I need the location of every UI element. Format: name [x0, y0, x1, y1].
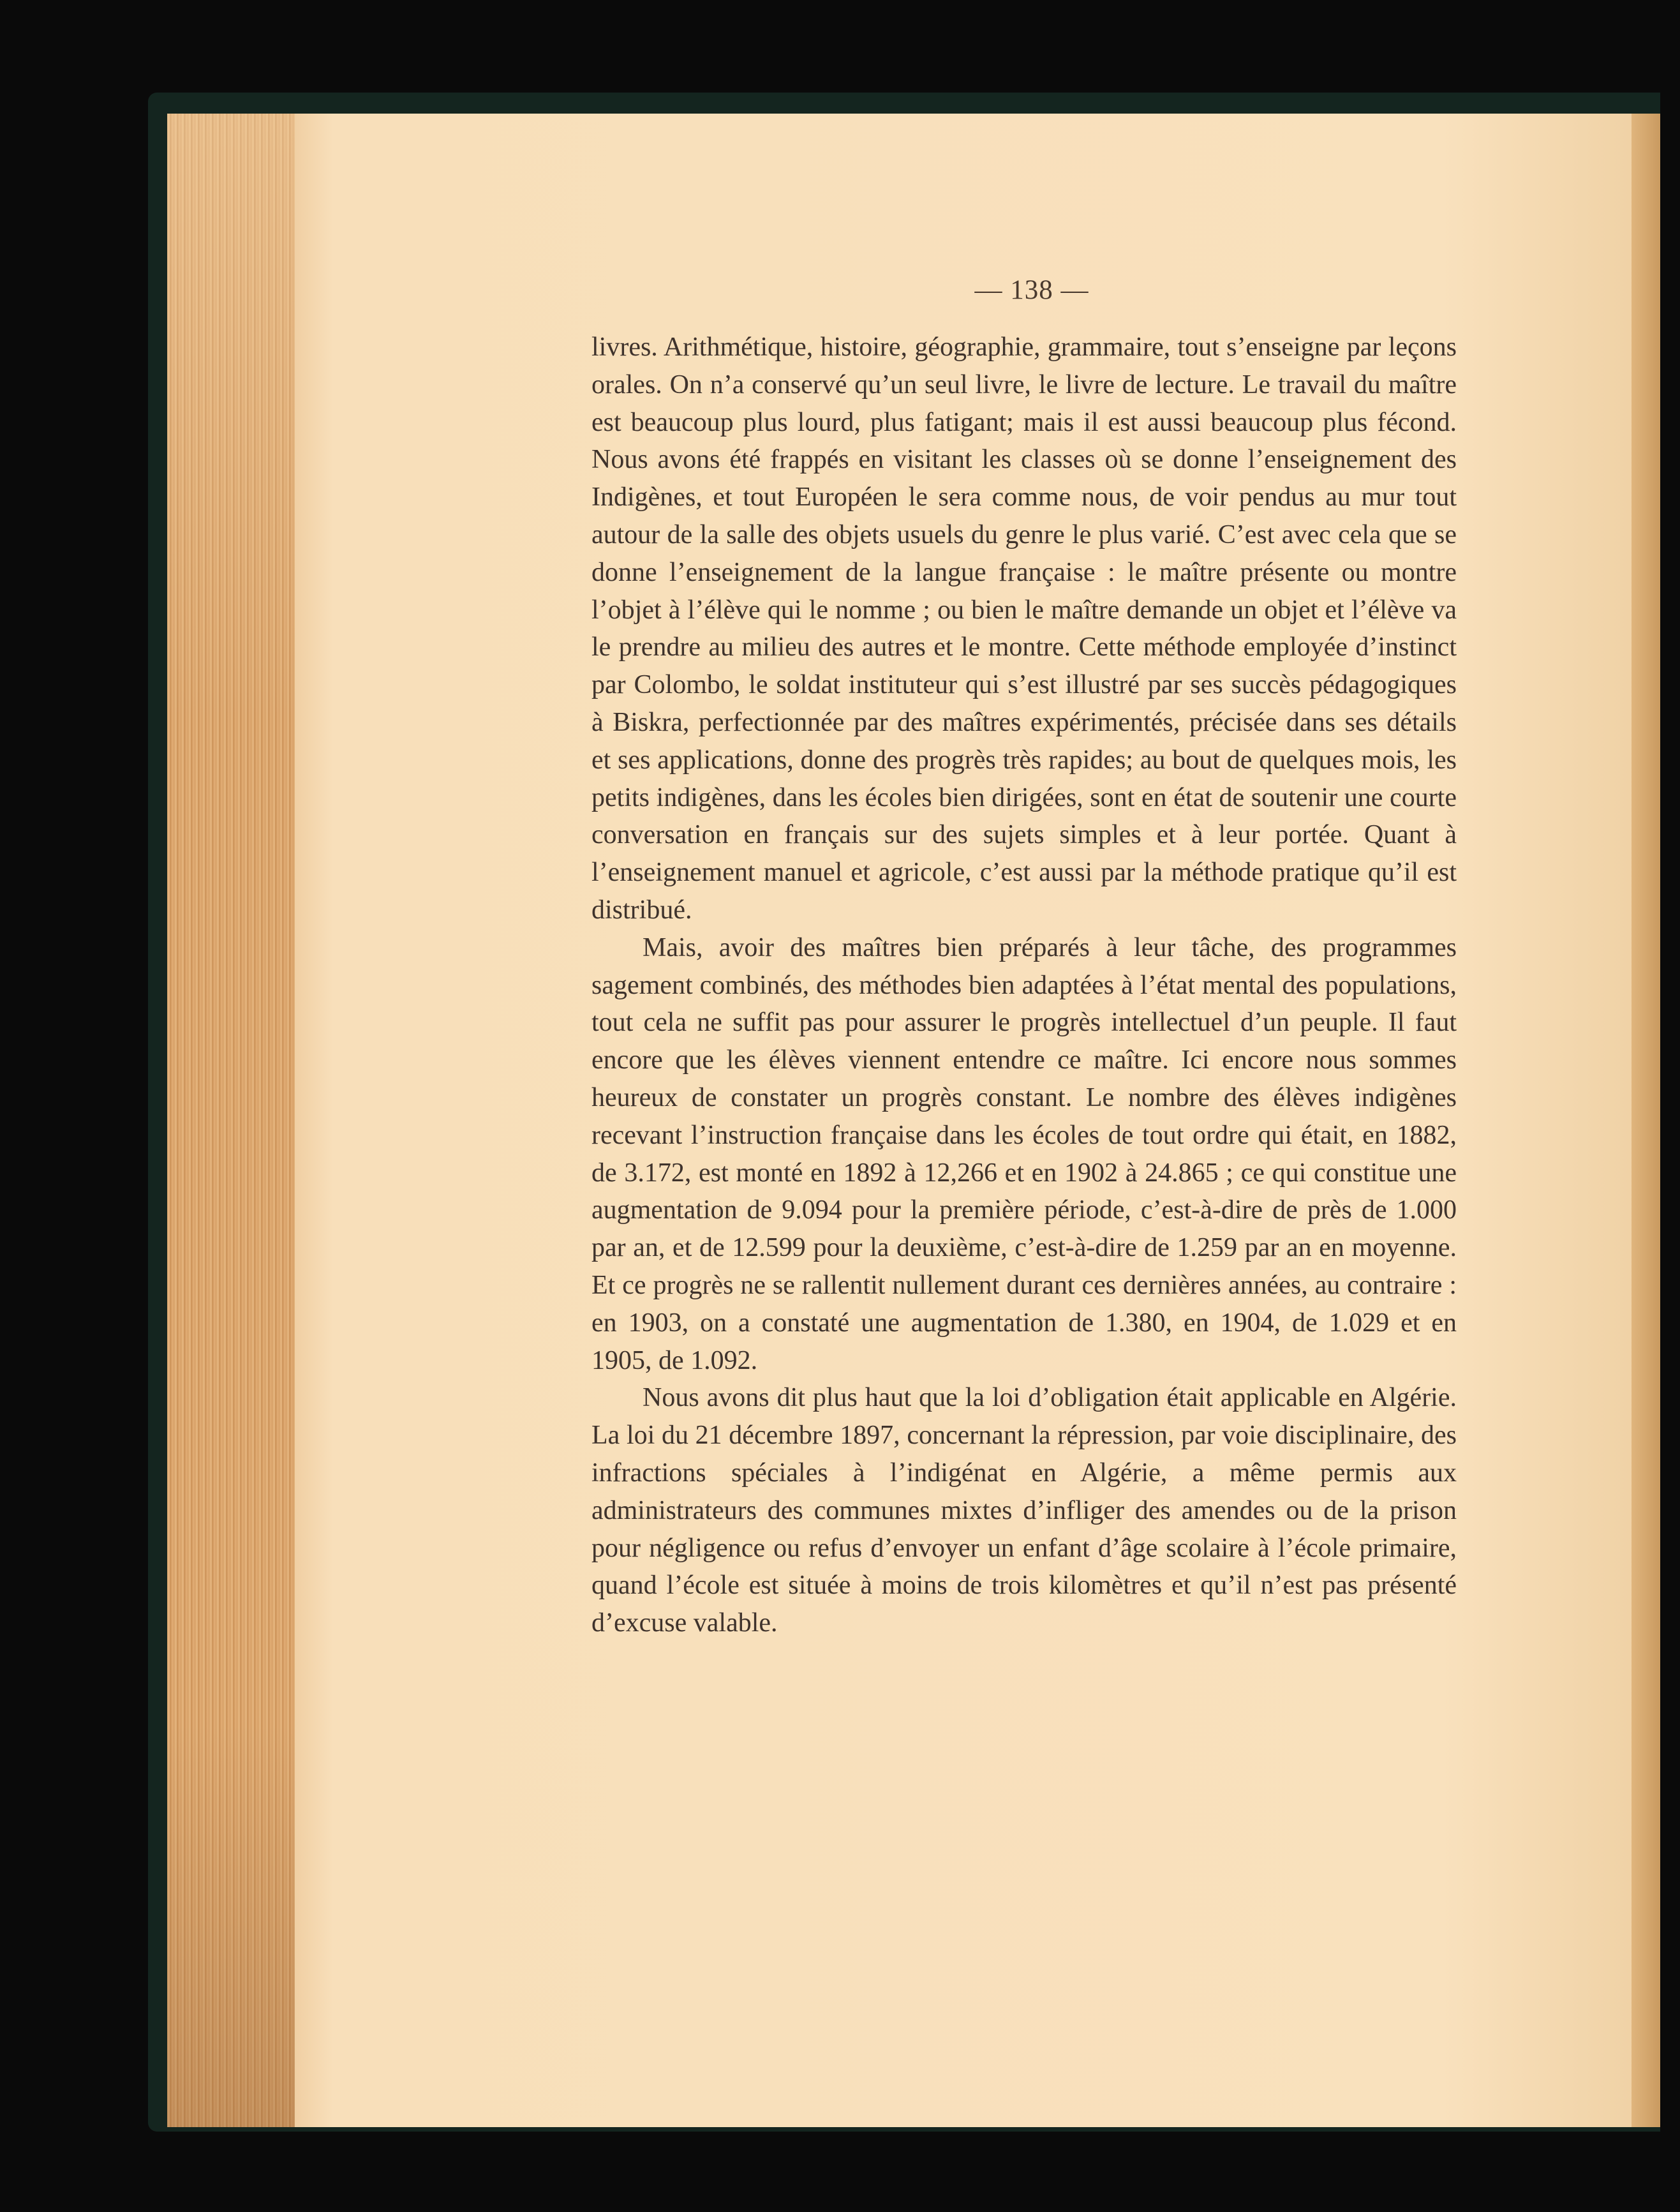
- paragraph-2: Mais, avoir des maîtres bien préparés à leur tâche, des programmes sagement combinés, des méthodes bien adaptées à l’état mental des populations, tout cela ne suffit pas pour assurer le progrès intellectuel d’un peuple. Il faut encore que les élèves viennent entendre ce maître. Ici encore nous sommes heureux de constater un progrès constant. Le nombre des élèves indigènes recevant l’instruction française dans les écoles de tout ordre qui était, en 1882, de 3.172, est monté en 1892 à 12,266 et en 1902 à 24.865 ; ce qui constitue une augmentation de 9.094 pour la première période, c’est-à-dire de près de 1.000 par an, et de 12.599 pour la deuxième, c’est-à-dire de 1.259 par an en moyenne. Et ce progrès ne se rallentit nullement durant ces dernières années, au contraire : en 1903, on a constaté une augmentation de 1.380, en 1904, de 1.029 et en 1905, de 1.092.: [591, 932, 1457, 1375]
- page-number: — 138 —: [974, 275, 1089, 305]
- right-page-edge: [1632, 114, 1660, 2127]
- paragraph-3: Nous avons dit plus haut que la loi d’obligation était applicable en Algérie. La loi du 21 décembre 1897, concernant la répression, par voie disciplinaire, des infractions spéciales à l’indigénat en Algérie, a même permis aux administrateurs des communes mixtes d’infliger des amendes ou de la prison pour négligence ou refus d’envoyer un enfant d’âge scolaire à l’école primaire, quand l’école est située à moins de trois kilomètres et qu’il n’est pas présenté d’excuse valable.: [591, 1383, 1457, 1638]
- page-edges-shading: [167, 114, 295, 2127]
- paragraph-1: livres. Arithmétique, histoire, géographie, grammaire, tout s’enseigne par leçons orales. On n’a conservé qu’un seul livre, le livre de lecture. Le travail du maître est beaucoup plus lourd, plus fatigant; mais il est aussi beaucoup plus fécond. Nous avons été frappés en visitant les classes où se donne l’enseignement des Indigènes, et tout Européen le sera comme nous, de voir pendus au mur tout autour de la salle des objets usuels du genre le plus varié. C’est avec cela que se donne l’enseignement de la langue française : le maître présente ou montre l’objet à l’élève qui le nomme ; ou bien le maître demande un objet et l’élève va le prendre au milieu des autres et le montre. Cette méthode employée d’instinct par Colombo, le soldat instituteur qui s’est illustré par ses succès pédagogiques à Biskra, perfectionnée par des maîtres expérimentés, précisée dans ses détails et ses applications, donne des progrès très rapides; au bout de quelques mois, les petits indigènes, dans les écoles bien dirigées, sont en état de soutenir une courte conversation en français sur des sujets simples et à leur portée. Quant à l’enseignement manuel et agricole, c’est aussi par la méthode pratique qu’il est distribué.: [591, 333, 1457, 925]
- page-text: [591, 329, 1457, 1642]
